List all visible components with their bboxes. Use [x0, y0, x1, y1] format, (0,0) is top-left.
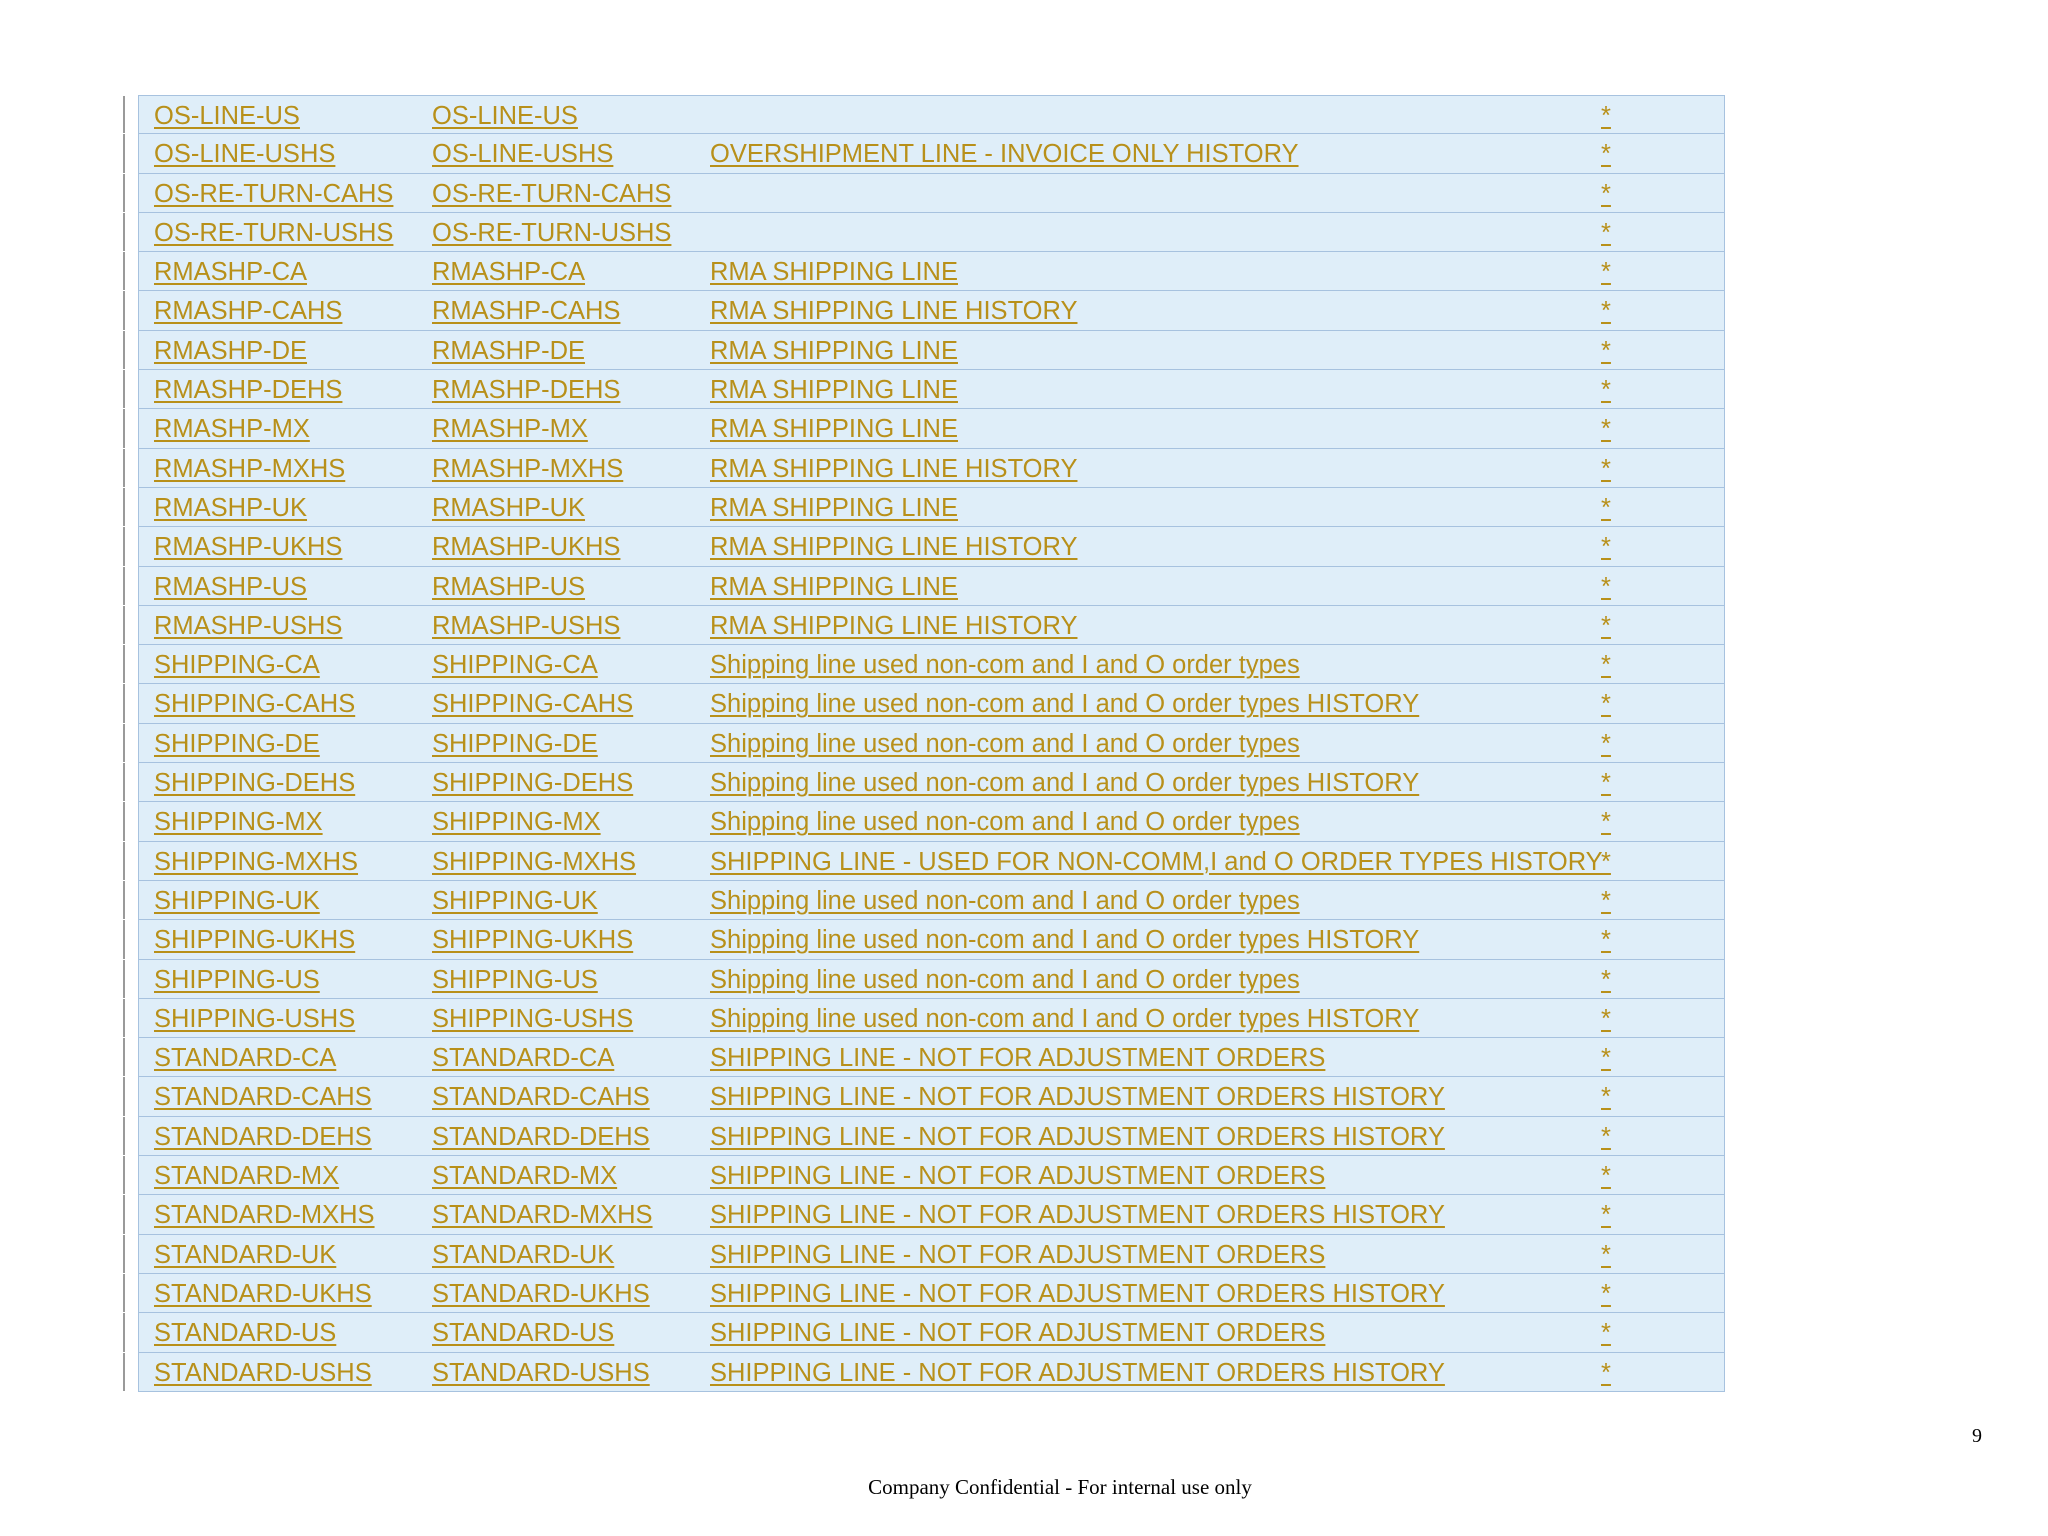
row-marker — [123, 527, 125, 565]
line-code-link[interactable]: STANDARD-UKHS — [154, 1279, 372, 1308]
description-link[interactable]: RMA SHIPPING LINE HISTORY — [710, 297, 1078, 326]
row-marker — [123, 252, 125, 290]
asterisk-link[interactable]: * — [1601, 729, 1611, 758]
line-code-link[interactable]: SHIPPING-USHS — [154, 1004, 356, 1033]
description-link[interactable]: RMA SHIPPING LINE — [710, 336, 958, 365]
description-link[interactable]: Shipping line used non-com and I and O order types — [710, 965, 1300, 994]
line-code-link[interactable]: OS-LINE-USHS — [154, 140, 336, 169]
line-name-link[interactable]: OS-RE-TURN-CAHS — [432, 179, 672, 208]
table-row — [138, 1313, 1725, 1352]
line-code-link[interactable]: STANDARD-MXHS — [154, 1201, 375, 1230]
description-link[interactable]: SHIPPING LINE - NOT FOR ADJUSTMENT ORDERS — [710, 1319, 1326, 1348]
table-row — [138, 409, 1725, 448]
description-link[interactable]: Shipping line used non-com and I and O order types HISTORY — [710, 1004, 1420, 1033]
asterisk-link[interactable]: * — [1601, 1083, 1611, 1112]
table-row — [138, 1353, 1725, 1392]
table-row — [138, 1235, 1725, 1274]
row-marker — [123, 1195, 125, 1233]
row-marker — [123, 1117, 125, 1155]
description-link[interactable]: RMA SHIPPING LINE HISTORY — [710, 454, 1078, 483]
line-name-link[interactable]: STANDARD-USHS — [432, 1358, 650, 1387]
table-row — [138, 291, 1725, 330]
asterisk-link[interactable]: * — [1601, 1004, 1611, 1033]
table-row — [138, 724, 1725, 763]
line-name-link[interactable]: RMASHP-CAHS — [432, 297, 621, 326]
row-marker — [123, 1235, 125, 1273]
row-marker — [123, 684, 125, 722]
line-code-link[interactable]: RMASHP-DE — [154, 336, 308, 365]
asterisk-link[interactable]: * — [1601, 1122, 1611, 1151]
description-link[interactable]: Shipping line used non-com and I and O order types — [710, 808, 1300, 837]
description-link[interactable]: SHIPPING LINE - NOT FOR ADJUSTMENT ORDERS — [710, 1162, 1326, 1191]
row-marker — [123, 724, 125, 762]
line-name-link[interactable]: RMASHP-CA — [432, 258, 586, 287]
table-row — [138, 370, 1725, 409]
asterisk-link[interactable]: * — [1601, 218, 1611, 247]
asterisk-link[interactable]: * — [1601, 415, 1611, 444]
description-link[interactable]: RMA SHIPPING LINE — [710, 376, 958, 405]
row-marker — [123, 960, 125, 998]
line-name-link[interactable]: STANDARD-UK — [432, 1240, 615, 1269]
table-row — [138, 488, 1725, 527]
description-link[interactable]: SHIPPING LINE - NOT FOR ADJUSTMENT ORDERS HISTORY — [710, 1122, 1445, 1151]
asterisk-link[interactable]: * — [1601, 769, 1611, 798]
line-name-link[interactable]: SHIPPING-MX — [432, 808, 601, 837]
line-name-link[interactable]: STANDARD-DEHS — [432, 1122, 650, 1151]
asterisk-link[interactable]: * — [1601, 533, 1611, 562]
row-marker — [123, 134, 125, 172]
table-row — [138, 1117, 1725, 1156]
description-link[interactable]: Shipping line used non-com and I and O order types — [710, 886, 1300, 915]
asterisk-link[interactable]: * — [1601, 179, 1611, 208]
line-code-link[interactable]: OS-RE-TURN-CAHS — [154, 179, 394, 208]
line-code-link[interactable]: SHIPPING-MXHS — [154, 847, 359, 876]
table-row — [138, 1038, 1725, 1077]
row-marker — [123, 174, 125, 212]
asterisk-link[interactable]: * — [1601, 493, 1611, 522]
description-link[interactable]: Shipping line used non-com and I and O order types — [710, 729, 1300, 758]
table-row — [138, 960, 1725, 999]
line-name-link[interactable]: RMASHP-MXHS — [432, 454, 624, 483]
asterisk-link[interactable]: * — [1601, 886, 1611, 915]
line-code-link[interactable]: OS-RE-TURN-USHS — [154, 218, 394, 247]
line-code-link[interactable]: SHIPPING-UK — [154, 886, 320, 915]
page-number: 9 — [1972, 1425, 1982, 1447]
line-code-link[interactable]: STANDARD-CAHS — [154, 1083, 372, 1112]
line-name-link[interactable]: SHIPPING-DE — [432, 729, 598, 758]
description-link[interactable]: Shipping line used non-com and I and O order types HISTORY — [710, 690, 1420, 719]
line-code-link[interactable]: SHIPPING-MX — [154, 808, 323, 837]
table-row — [138, 842, 1725, 881]
asterisk-link[interactable]: * — [1601, 1044, 1611, 1073]
row-marker — [123, 409, 125, 447]
line-code-link[interactable]: SHIPPING-CAHS — [154, 690, 356, 719]
description-link[interactable]: SHIPPING LINE - NOT FOR ADJUSTMENT ORDERS HISTORY — [710, 1358, 1445, 1387]
line-name-link[interactable]: OS-LINE-USHS — [432, 140, 614, 169]
table-row — [138, 174, 1725, 213]
description-link[interactable]: RMA SHIPPING LINE — [710, 415, 958, 444]
row-marker — [123, 1077, 125, 1115]
row-marker — [123, 802, 125, 840]
line-name-link[interactable]: RMASHP-DEHS — [432, 376, 621, 405]
asterisk-link[interactable]: * — [1601, 926, 1611, 955]
row-marker — [123, 881, 125, 919]
line-code-link[interactable]: RMASHP-UK — [154, 493, 308, 522]
line-name-link[interactable]: STANDARD-MXHS — [432, 1201, 653, 1230]
line-code-link[interactable]: SHIPPING-UKHS — [154, 926, 356, 955]
asterisk-link[interactable]: * — [1601, 690, 1611, 719]
line-code-link[interactable]: STANDARD-USHS — [154, 1358, 372, 1387]
table-row — [138, 134, 1725, 173]
asterisk-link[interactable]: * — [1601, 572, 1611, 601]
asterisk-link[interactable]: * — [1601, 336, 1611, 365]
asterisk-link[interactable]: * — [1601, 1279, 1611, 1308]
asterisk-link[interactable]: * — [1601, 376, 1611, 405]
description-link[interactable]: Shipping line used non-com and I and O order types HISTORY — [710, 769, 1420, 798]
line-name-link[interactable]: OS-RE-TURN-USHS — [432, 218, 672, 247]
asterisk-link[interactable]: * — [1601, 1162, 1611, 1191]
table-row — [138, 449, 1725, 488]
line-name-link[interactable]: SHIPPING-CA — [432, 651, 598, 680]
row-marker — [123, 488, 125, 526]
asterisk-link[interactable]: * — [1601, 1240, 1611, 1269]
asterisk-link[interactable]: * — [1601, 297, 1611, 326]
row-marker — [123, 645, 125, 683]
table-row — [138, 606, 1725, 645]
table-row — [138, 999, 1725, 1038]
row-marker — [123, 1038, 125, 1076]
line-code-link[interactable]: STANDARD-DEHS — [154, 1122, 372, 1151]
description-link[interactable]: Shipping line used non-com and I and O order types — [710, 651, 1300, 680]
line-name-link[interactable]: STANDARD-CA — [432, 1044, 615, 1073]
row-marker — [123, 449, 125, 487]
description-link[interactable]: SHIPPING LINE - NOT FOR ADJUSTMENT ORDERS — [710, 1240, 1326, 1269]
line-code-link[interactable]: SHIPPING-DE — [154, 729, 320, 758]
row-marker — [123, 291, 125, 329]
row-marker — [123, 920, 125, 958]
line-code-link[interactable]: STANDARD-CA — [154, 1044, 337, 1073]
description-link[interactable]: SHIPPING LINE - NOT FOR ADJUSTMENT ORDERS HISTORY — [710, 1279, 1445, 1308]
table-row — [138, 881, 1725, 920]
asterisk-link[interactable]: * — [1601, 454, 1611, 483]
row-marker — [123, 1156, 125, 1194]
row-marker — [123, 999, 125, 1037]
description-link[interactable]: SHIPPING LINE - NOT FOR ADJUSTMENT ORDERS HISTORY — [710, 1201, 1445, 1230]
description-link[interactable]: OVERSHIPMENT LINE - INVOICE ONLY HISTORY — [710, 140, 1299, 169]
line-code-link[interactable]: STANDARD-UK — [154, 1240, 337, 1269]
line-name-link[interactable]: RMASHP-US — [432, 572, 586, 601]
asterisk-link[interactable]: * — [1601, 1319, 1611, 1348]
table-row — [138, 331, 1725, 370]
table-row — [138, 1274, 1725, 1313]
line-name-link[interactable]: STANDARD-US — [432, 1319, 615, 1348]
asterisk-link[interactable]: * — [1601, 258, 1611, 287]
table-row — [138, 213, 1725, 252]
line-code-link[interactable]: SHIPPING-CA — [154, 651, 320, 680]
description-link[interactable]: RMA SHIPPING LINE — [710, 258, 958, 287]
line-code-link[interactable]: RMASHP-DEHS — [154, 376, 343, 405]
description-link[interactable]: Shipping line used non-com and I and O order types HISTORY — [710, 926, 1420, 955]
row-marker — [123, 763, 125, 801]
line-code-link[interactable]: RMASHP-UKHS — [154, 533, 343, 562]
row-marker — [123, 606, 125, 644]
description-link[interactable]: RMA SHIPPING LINE — [710, 572, 958, 601]
row-marker — [123, 842, 125, 880]
line-name-link[interactable]: STANDARD-CAHS — [432, 1083, 650, 1112]
table-row — [138, 1077, 1725, 1116]
line-name-link[interactable]: OS-LINE-US — [432, 102, 578, 130]
row-marker — [123, 567, 125, 605]
asterisk-link[interactable]: * — [1601, 847, 1611, 876]
table-row — [138, 1195, 1725, 1234]
table-row — [138, 802, 1725, 841]
line-name-link[interactable]: RMASHP-MX — [432, 415, 588, 444]
line-name-link[interactable]: SHIPPING-UK — [432, 886, 598, 915]
description-link[interactable]: RMA SHIPPING LINE HISTORY — [710, 611, 1078, 640]
line-code-link[interactable]: SHIPPING-US — [154, 965, 320, 994]
line-code-link[interactable]: SHIPPING-DEHS — [154, 769, 356, 798]
line-code-link[interactable]: RMASHP-USHS — [154, 611, 343, 640]
line-code-link[interactable]: RMASHP-MXHS — [154, 454, 346, 483]
description-link[interactable]: SHIPPING LINE - NOT FOR ADJUSTMENT ORDERS HISTORY — [710, 1083, 1445, 1112]
line-name-link[interactable]: SHIPPING-UKHS — [432, 926, 634, 955]
line-name-link[interactable]: SHIPPING-MXHS — [432, 847, 637, 876]
row-marker — [123, 213, 125, 251]
row-marker — [123, 370, 125, 408]
row-marker — [123, 96, 125, 133]
row-marker — [123, 1274, 125, 1312]
shipping-line-table — [138, 95, 1725, 1392]
line-name-link[interactable]: RMASHP-UKHS — [432, 533, 621, 562]
line-name-link[interactable]: RMASHP-UK — [432, 493, 586, 522]
line-name-link[interactable]: SHIPPING-DEHS — [432, 769, 634, 798]
asterisk-link[interactable]: * — [1601, 808, 1611, 837]
table-row — [138, 763, 1725, 802]
description-link[interactable]: RMA SHIPPING LINE — [710, 493, 958, 522]
line-code-link[interactable]: RMASHP-CA — [154, 258, 308, 287]
table-row — [138, 684, 1725, 723]
asterisk-link[interactable]: * — [1601, 140, 1611, 169]
line-name-link[interactable]: SHIPPING-US — [432, 965, 598, 994]
line-code-link[interactable]: STANDARD-MX — [154, 1162, 340, 1191]
line-name-link[interactable]: STANDARD-UKHS — [432, 1279, 650, 1308]
table-row — [138, 645, 1725, 684]
asterisk-link[interactable]: * — [1601, 965, 1611, 994]
description-link[interactable]: RMA SHIPPING LINE HISTORY — [710, 533, 1078, 562]
asterisk-link[interactable]: * — [1601, 651, 1611, 680]
row-marker — [123, 331, 125, 369]
table-row — [138, 527, 1725, 566]
row-marker — [123, 1313, 125, 1351]
line-code-link[interactable]: OS-LINE-US — [154, 102, 300, 130]
line-code-link[interactable]: STANDARD-US — [154, 1319, 337, 1348]
description-link[interactable]: SHIPPING LINE - NOT FOR ADJUSTMENT ORDERS — [710, 1044, 1326, 1073]
row-marker — [123, 1353, 125, 1391]
line-code-link[interactable]: RMASHP-CAHS — [154, 297, 343, 326]
line-code-link[interactable]: RMASHP-US — [154, 572, 308, 601]
table-row — [138, 920, 1725, 959]
line-name-link[interactable]: STANDARD-MX — [432, 1162, 618, 1191]
description-link[interactable]: SHIPPING LINE - USED FOR NON-COMM,I and O ORDER TYPES HISTORY — [710, 847, 1603, 876]
asterisk-link[interactable]: * — [1601, 611, 1611, 640]
line-code-link[interactable]: RMASHP-MX — [154, 415, 310, 444]
line-name-link[interactable]: RMASHP-DE — [432, 336, 586, 365]
confidential-footer: Company Confidential - For internal use only — [868, 1475, 1252, 1499]
table-row — [138, 1156, 1725, 1195]
line-name-link[interactable]: SHIPPING-CAHS — [432, 690, 634, 719]
table-row — [138, 95, 1725, 134]
line-name-link[interactable]: RMASHP-USHS — [432, 611, 621, 640]
asterisk-link[interactable]: * — [1601, 1358, 1611, 1387]
table-row — [138, 252, 1725, 291]
asterisk-link[interactable]: * — [1601, 102, 1611, 130]
asterisk-link[interactable]: * — [1601, 1201, 1611, 1230]
line-name-link[interactable]: SHIPPING-USHS — [432, 1004, 634, 1033]
table-row — [138, 567, 1725, 606]
